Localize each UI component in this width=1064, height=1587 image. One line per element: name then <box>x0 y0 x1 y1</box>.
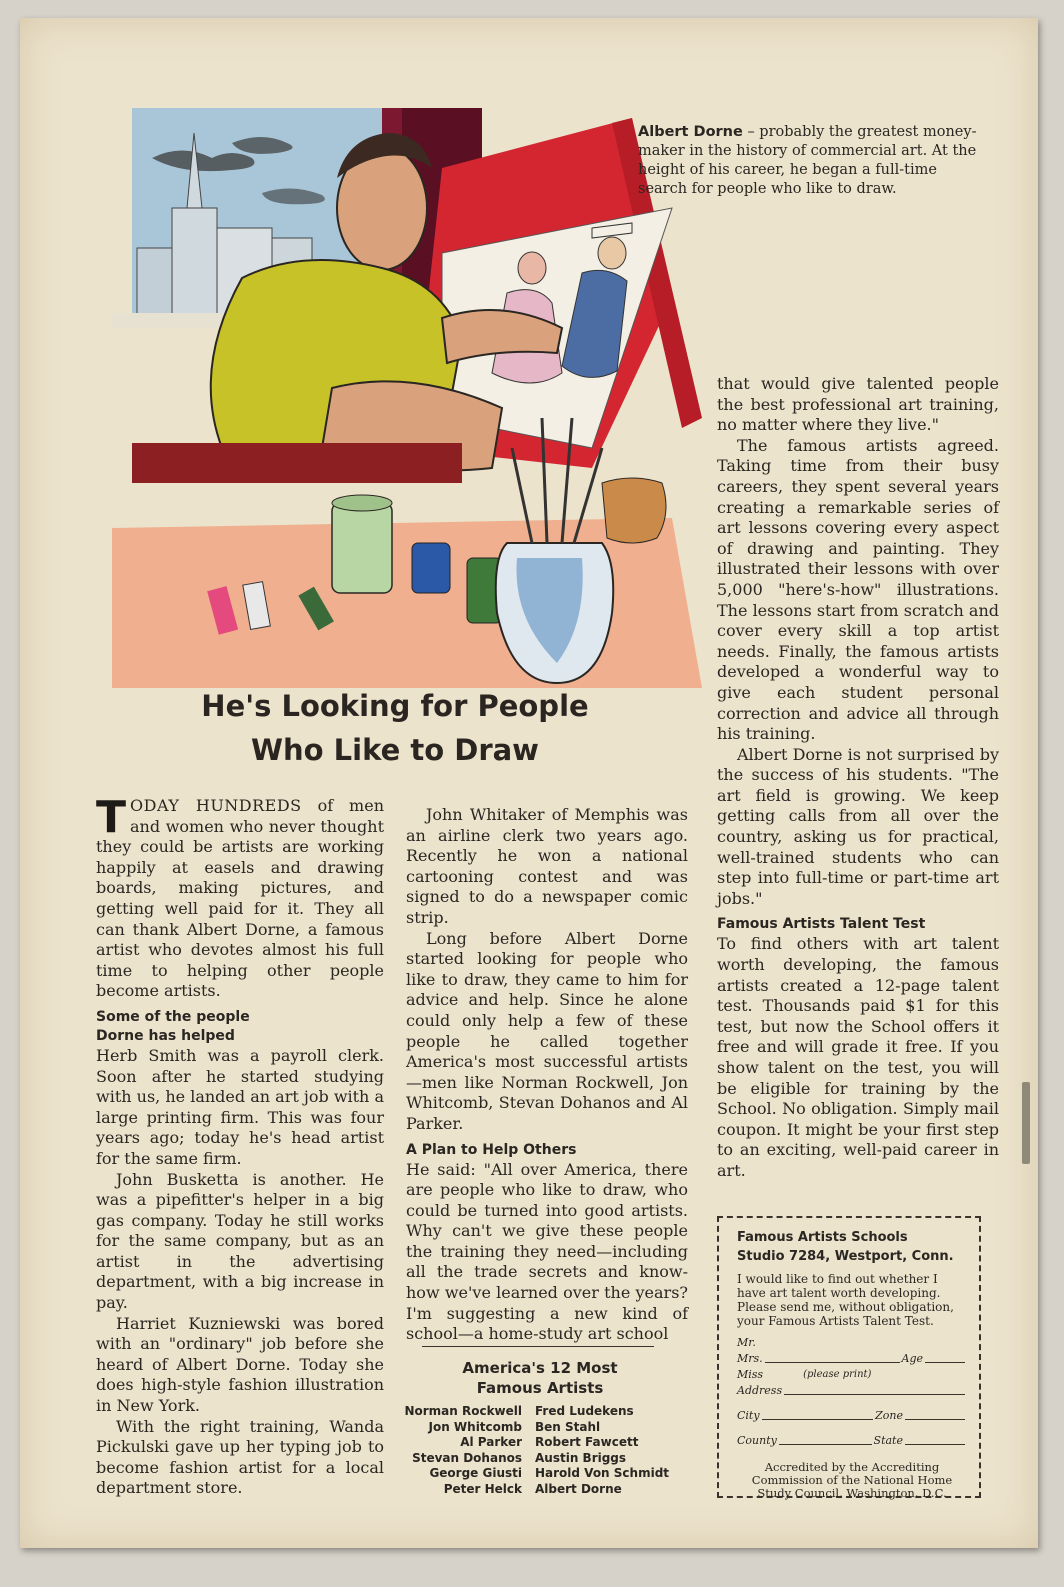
please-print-note: (please print) <box>803 1369 872 1380</box>
headline <box>130 684 660 772</box>
headline-line-2: Who Like to Draw <box>251 733 539 767</box>
accreditation-note: Accredited by the Accrediting Commission of the National Home Study Council, Washington, D.C. <box>751 1460 953 1500</box>
paragraph-john-whitaker: John Whitaker of Memphis was an airline clerk two years ago. Recently he won a national cartooning contest and was signed to do a newspaper comic strip. <box>406 805 688 927</box>
miss-row <box>737 1368 967 1381</box>
caption-text: – probably the greatest money-maker in the history of commercial art. At the height of his career, he began a full-time search for people who like to draw. <box>638 124 977 197</box>
artist-name: Robert Fawcett <box>535 1435 639 1450</box>
artist-name: Norman Rockwell <box>404 1404 522 1418</box>
label-county: County <box>737 1434 777 1447</box>
label-miss: Miss <box>737 1368 764 1381</box>
subheading-line-1: Some of the people <box>96 1008 250 1025</box>
city-line[interactable] <box>762 1409 874 1420</box>
subheading-line-2: Dorne has helped <box>96 1027 235 1044</box>
coupon-school-name: Famous Artists Schools <box>737 1230 908 1245</box>
label-address: Address <box>737 1384 783 1397</box>
label-city: City <box>737 1409 760 1422</box>
illustration-caption <box>638 123 983 199</box>
name-field[interactable] <box>737 1352 967 1365</box>
coupon-form <box>737 1336 967 1447</box>
intro-text: of men and women who never thought they could be artists are working happily at easels and drawing boards, making pictures, and getting well paid for it. They all can thank Albert Dorne, a famous artist who devotes almost his full time to helping other people become artists. <box>96 796 384 1001</box>
caption-name: Albert Dorne <box>638 124 743 140</box>
intro-smallcaps: ODAY HUNDREDS <box>130 796 302 815</box>
state-line[interactable] <box>905 1434 965 1445</box>
coupon-address: Studio 7284, Westport, Conn. <box>737 1249 954 1264</box>
label-age: Age <box>901 1352 923 1365</box>
paragraph-continued: that would give talented people the best professional art training, no matter where they live." <box>717 374 999 435</box>
zone-line[interactable] <box>905 1409 965 1420</box>
intro-paragraph <box>96 792 384 1002</box>
headline-line-1: He's Looking for People <box>201 689 589 723</box>
name-line[interactable] <box>765 1352 900 1363</box>
artist-name: Peter Helck <box>443 1481 522 1496</box>
paragraph-herb-smith: Herb Smith was a payroll clerk. Soon after he started studying with us, he landed an art job with a large printing firm. This was four years ago; today he's head artist for the same firm. <box>96 1045 384 1168</box>
famous-title-line-1: America's 12 Most <box>462 1359 618 1377</box>
county-line[interactable] <box>779 1434 872 1445</box>
label-mrs: Mrs. <box>737 1352 763 1365</box>
paragraph-john-busketta: John Busketta is another. He was a pipefitter's helper in a big gas company. Today he still works for the same company, but as an artist in the advertising department, with a big increase in pay. <box>96 1169 384 1313</box>
binding-tab <box>1022 1082 1030 1164</box>
paragraph-not-surprised: Albert Dorne is not surprised by the success of his students. "The art field is growing. We keep getting calls from all over the country, asking us for practical, well-trained students who can step into full-time or part-time art jobs." <box>717 744 999 908</box>
artist-name: Harold Von Schmidt <box>535 1466 670 1481</box>
artist-name: Fred Ludekens <box>535 1404 634 1418</box>
ad-page <box>20 18 1038 1548</box>
paragraph-famous-artists-agreed: The famous artists agreed. Taking time from their busy careers, they spent several years creating a remarkable series of art lessons covering every aspect of drawing and painting. They illustrated their lessons with over 5,000 "here's-how" illustrations. The lessons start from scratch and cover every skill a top artist needs. Finally, the famous artists developed a wonderful way to give each student personal correction and advice all through his training. <box>717 435 999 744</box>
column-1 <box>96 792 384 1499</box>
subheading-plan: A Plan to Help Others <box>406 1141 577 1158</box>
column-2 <box>406 805 688 1345</box>
subheading-talent-test: Famous Artists Talent Test <box>717 916 926 933</box>
label-zone: Zone <box>875 1409 903 1422</box>
coupon-body: I would like to find out whether I have art talent worth developing. Please send me, without obligation, your Famous Artists Talent Test. <box>737 1272 954 1328</box>
artist-name: Al Parker <box>460 1435 522 1450</box>
paragraph-harriet: Harriet Kuzniewski was bored with an "ordinary" job before she heard of Albert Dorne. Today she does high-style fashion illustration in New York. <box>96 1313 384 1416</box>
divider-rule <box>422 1346 654 1347</box>
artist-name: Stevan Dohanos <box>412 1450 522 1465</box>
city-field[interactable] <box>737 1409 967 1422</box>
artist-name: George Giusti <box>429 1466 522 1481</box>
artist-name: Ben Stahl <box>535 1419 601 1434</box>
artist-names-left <box>380 1404 522 1498</box>
mail-coupon[interactable] <box>717 1216 981 1498</box>
drop-cap: T <box>96 792 127 843</box>
paragraph-long-before: Long before Albert Dorne started looking for people who like to draw, they came to him for advice and help. Since he alone could only help a few of these people he called together America's most successful artists —men like Norman Rockwell, Jon Whitcomb, Stevan Dohanos and Al Parker. <box>406 928 688 1133</box>
artist-illustration <box>112 88 702 688</box>
subheading-people-helped <box>96 1008 384 1046</box>
famous-title-line-2: Famous Artists <box>476 1379 604 1397</box>
artist-name: Albert Dorne <box>535 1481 622 1496</box>
county-field[interactable] <box>737 1434 967 1447</box>
column-3 <box>717 374 999 1182</box>
paragraph-wanda: With the right training, Wanda Pickulski gave up her typing job to become fashion artist for a local department store. <box>96 1416 384 1498</box>
address-line[interactable] <box>784 1384 965 1395</box>
address-field[interactable] <box>737 1384 967 1397</box>
famous-artists-title <box>420 1358 660 1398</box>
artist-name: Jon Whitcomb <box>428 1419 522 1434</box>
age-line[interactable] <box>925 1352 965 1363</box>
label-mr: Mr. <box>737 1336 756 1349</box>
paragraph-talent-test: To find others with art talent worth developing, the famous artists created a 12-page talent test. Thousands paid $1 for this test, but now the School offers it free and will grade it free. If you show talent on the test, you will be eligible for training by the School. No obligation. Simply mail coupon. It might be your first step to an exciting, well-paid career in art. <box>717 934 999 1180</box>
artist-name: Austin Briggs <box>535 1450 627 1465</box>
artist-names-right <box>535 1404 695 1498</box>
label-state: State <box>873 1434 903 1447</box>
paragraph-he-said: He said: "All over America, there are people who like to draw, who could be turned into good artists. Why can't we give these people the training they need—including all the trade secrets and know-how we've learned over the years? I'm suggesting a new kind of school—a home-study art school <box>406 1159 688 1344</box>
